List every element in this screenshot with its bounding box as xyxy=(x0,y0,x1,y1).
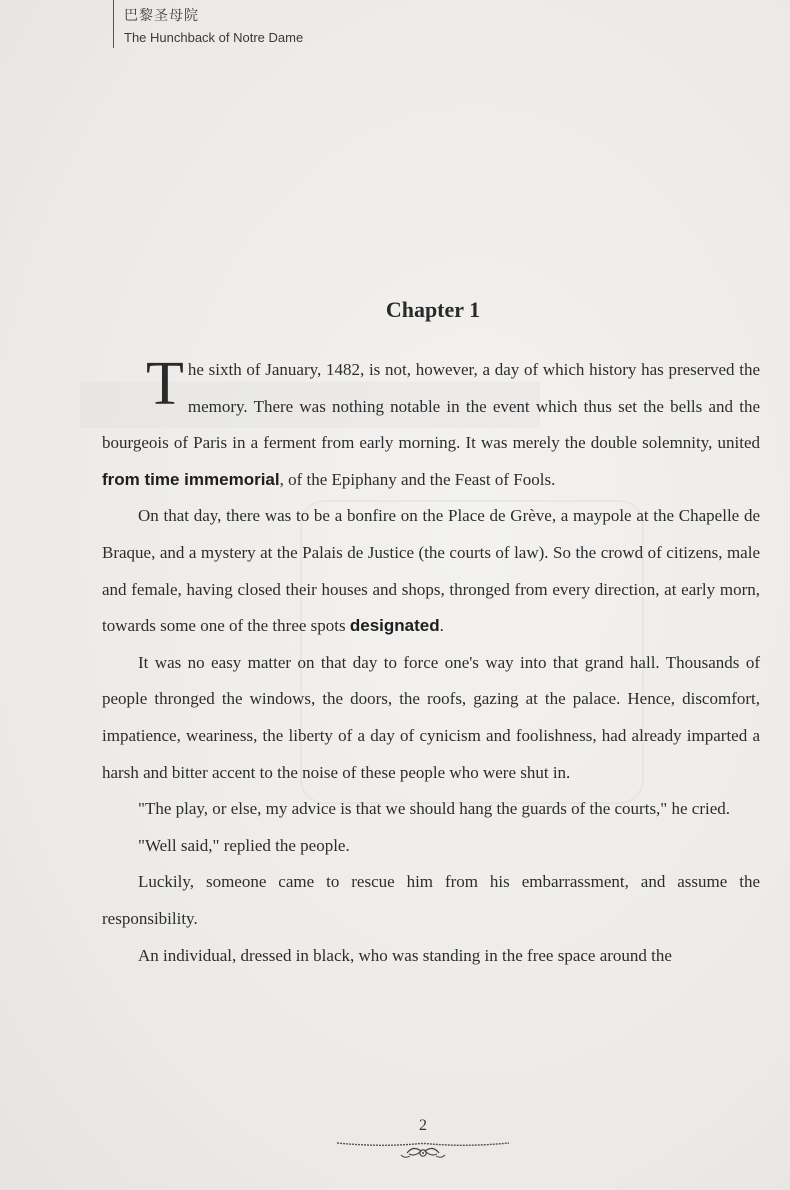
drop-cap: T xyxy=(146,350,184,418)
chapter-title: Chapter 1 xyxy=(385,297,481,322)
scroll-ornament-icon xyxy=(335,1135,511,1165)
paragraph-2 xyxy=(102,498,760,644)
paragraph-5: "Well said," replied the people. xyxy=(138,835,350,855)
glossary-term: from time immemorial xyxy=(102,469,280,489)
paragraph-6: Luckily, someone came to rescue him from his embarrassment, and assume the responsibility. xyxy=(102,872,760,928)
page-number: 2 xyxy=(419,1117,427,1134)
paragraph-1-text-b: , of the Epiphany and the Feast of Fools. xyxy=(279,469,556,489)
chapter-body xyxy=(102,352,760,974)
paragraph-7: An individual, dressed in black, who was standing in the free space around the xyxy=(138,945,672,965)
glossary-term: designated xyxy=(349,616,440,636)
paragraph-3: It was no easy matter on that day to force one's way into that grand hall. Thousands of people thronged the windows, the doors, the roofs, gazing at the palace. Hence, discomfort, impatience, weariness, the liberty of a day of cynicism and foolishness, had already imparted a harsh and bitter accent to the noise of these people who were shut in. xyxy=(102,652,760,782)
paragraph-4: "The play, or else, my advice is that we should hang the guards of the courts," he cried. xyxy=(138,799,731,819)
running-header-chinese: 巴黎圣母院 xyxy=(124,8,199,24)
paragraph-1-text-a: he sixth of January, 1482, is not, however, a day of which history has preserved the memory. There was nothing notable in the event which thus set the bells and the bourgeois of Paris in a ferment from early morning. It was merely the double solemnity, united xyxy=(102,360,760,453)
running-header-english: The Hunchback of Notre Dame xyxy=(124,30,304,45)
paragraph-2-text-a: On that day, there was to be a bonfire on the Place de Grève, a maypole at the Chapelle de Braque, and a mystery at the Palais de Justice (the courts of law). So the crowd of citizens, male and female, having closed their houses and shops, thronged from every direction, at early morn, towards some one of the three spots xyxy=(102,506,760,636)
header-rule xyxy=(113,0,114,48)
paragraph-1 xyxy=(102,352,760,498)
paragraph-2-text-b: . xyxy=(439,616,444,636)
